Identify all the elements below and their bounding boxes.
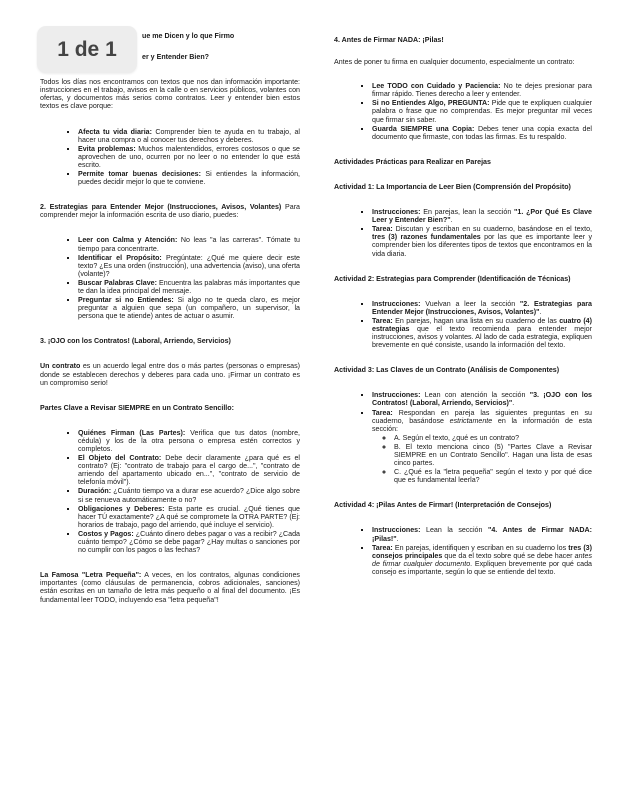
activity-3-heading: Actividad 3: Las Claves de un Contrato (Análisis de Componentes) xyxy=(334,366,560,375)
section-4-intro: Antes de poner tu firma en cualquier documento, especialmente un contrato: xyxy=(334,58,575,67)
right-column xyxy=(334,30,592,577)
activity-1-list xyxy=(334,208,592,258)
list-item: ▪ Buscar Palabras Clave: Encuentra las palabras más importantes que te dan la idea principal del mensaje. xyxy=(78,279,300,295)
list-item: ▪ Instrucciones: Vuelvan a leer la sección "2. Estrategias para Entender Mejor (Instrucciones, Avisos, Volantes)". xyxy=(372,300,592,316)
practice-heading: Actividades Prácticas para Realizar en Parejas xyxy=(334,157,491,166)
question-item: ◦ B. El texto menciona cinco (5) "Partes Clave a Revisar SIEMPRE en un Contrato Sencillo". Hagan una lista de esas cinco partes. xyxy=(394,443,592,467)
list-item: ▪ Quiénes Firman (Las Partes): Verifica que tus datos (nombre, cédula) y los de la otra persona o empresa estén correctos y completos. xyxy=(78,429,300,453)
list-item: ▪ Identificar el Propósito: Pregúntate: ¿Qué me quiere decir este texto? ¿Es una orden (instrucción), una advertencia (aviso), una oferta (volante)? xyxy=(78,254,300,278)
left-column xyxy=(40,30,300,604)
activity-2-heading: Actividad 2: Estrategias para Comprender (Identificación de Técnicas) xyxy=(334,274,571,283)
list-item: ▪ Obligaciones y Deberes: Esta parte es crucial. ¿Qué tienes que hacer TÚ exactamente? ¿A qué se compromete la OTRA PARTE? (Ej: horarios de trabajo, pago del arriendo, qué incluye el servicio). xyxy=(78,505,300,529)
section-2-heading: 2. Estrategias para Entender Mejor (Instrucciones, Avisos, Volantes) Para comprender mejor la información escrita de uso diario, puedes: xyxy=(40,203,300,220)
list-item: ▪ Leer con Calma y Atención: No leas "a las carreras". Tómate tu tiempo para concentrarte. xyxy=(78,236,300,252)
list-item: ▪ Instrucciones: Lean la sección "4. Antes de Firmar NADA: ¡Pilas!". xyxy=(372,526,592,542)
intro-paragraph: Todos los días nos encontramos con textos que nos dan información importante: instrucciones en el trabajo, avisos en la calle o en servicios públicos, volantes con ofertas, y documentos más serios como contratos. Leer y entender bien estos textos es clave porque: xyxy=(40,78,300,111)
list-item: ▪ Permite tomar buenas decisiones: Si entiendes la información, puedes decidir mejor lo que te conviene. xyxy=(78,170,300,186)
list-item: ▪ Tarea: En parejas, hagan una lista en su cuaderno de las cuatro (4) estrategias que el texto recomienda para entender mejor instrucciones, avisos y volantes. Al lado de cada estrategia, expliquen brevemente en qué consiste, usando la información del texto. xyxy=(372,317,592,349)
list-item: ▪ Tarea: Respondan en pareja las siguientes preguntas en su cuaderno, basándose estrictamente en la información de esta sección: ◦ A. Según el texto, ¿qué es un contrato? ◦ B. El texto menciona cinco (5) "Partes Clave a Revisar SIEMPRE en un Contrato Sencillo". Hagan una lista de esas cinco partes. ◦ C. ¿Qué es la "letra pequeña" según el texto y por qué dice que es fundamental leerla? xyxy=(372,409,592,485)
partial-title-1: ue me Dicen y lo que Firmo xyxy=(142,32,235,40)
activity-4-heading: Actividad 4: ¡Pilas Antes de Firmar! (Interpretación de Consejos) xyxy=(334,501,552,510)
list-item: ▪ Instrucciones: En parejas, lean la sección "1. ¿Por Qué Es Clave Leer y Entender Bien?". xyxy=(372,208,592,224)
list-item: ▪ Evita problemas: Muchos malentendidos, errores costosos o que se aprovechen de uno, ocurren por no leer o no entender lo que está escrito. xyxy=(78,145,300,169)
parts-list xyxy=(40,429,300,554)
list-item: ▪ Costos y Pagos: ¿Cuánto dinero debes pagar o vas a recibir? ¿Cada cuánto tiempo? ¿Cómo se debe pagar? ¿Hay multas o sanciones por no cumplir con los pagos o las fechas? xyxy=(78,530,300,554)
reasons-list xyxy=(40,128,300,187)
page-counter-badge: 1 de 1 xyxy=(37,26,137,73)
list-item: ▪ Preguntar si no Entiendes: Si algo no te queda claro, es mejor preguntar a alguien que sepa (un compañero, un supervisor, la persona que te atiende) antes de actuar o asumir. xyxy=(78,296,300,320)
question-item: ◦ C. ¿Qué es la "letra pequeña" según el texto y por qué dice que es fundamental leerla? xyxy=(394,468,592,484)
partial-title-2: er y Entender Bien? xyxy=(142,53,210,62)
activity-2-list xyxy=(334,300,592,350)
list-item: ▪ Lee TODO con Cuidado y Paciencia: No te dejes presionar para firmar rápido. Tienes derecho a leer y entender. xyxy=(372,82,592,98)
activity-3-list xyxy=(334,391,592,484)
fine-print-paragraph: La Famosa "Letra Pequeña": A veces, en los contratos, algunas condiciones importantes (como cláusulas de permanencia, cobros adicionales, sanciones) están escritas en un tamaño de letra más pequeño o al final del documento. ¡Es fundamental leer TODO, incluyendo esa "letra pequeña"! xyxy=(40,571,300,604)
question-item: ◦ A. Según el texto, ¿qué es un contrato? xyxy=(394,434,592,442)
list-item: ▪ Tarea: Discutan y escriban en su cuaderno, basándose en el texto, tres (3) razones fundamentales por las que es importante leer y comprender bien los diferentes tipos de textos que encontramos en la vida diaria. xyxy=(372,225,592,257)
list-item: ▪ Instrucciones: Lean con atención la sección "3. ¡OJO con los Contratos! (Laboral, Arriendo, Servicios)". xyxy=(372,391,592,407)
section-3-heading: 3. ¡OJO con los Contratos! (Laboral, Arriendo, Servicios) xyxy=(40,337,231,346)
activity-1-heading: Actividad 1: La Importancia de Leer Bien (Comprensión del Propósito) xyxy=(334,182,571,191)
section-4-heading: 4. Antes de Firmar NADA: ¡Pilas! xyxy=(334,36,444,44)
tips-list xyxy=(334,82,592,141)
activity-4-list xyxy=(334,526,592,576)
list-item: ▪ El Objeto del Contrato: Debe decir claramente ¿para qué es el contrato? (Ej: "contrato de trabajo para el cargo de...", "contrato de arriendo del apartamento ubicado en...", "contrato de servicio de telefonía móvil"). xyxy=(78,454,300,486)
list-item: ▪ Afecta tu vida diaria: Comprender bien te ayuda en tu trabajo, al hacer una compra o al conocer tus derechos y deberes. xyxy=(78,128,300,144)
questions-list xyxy=(372,434,592,485)
list-item: ▪ Guarda SIEMPRE una Copia: Debes tener una copia exacta del documento que firmaste, con todas las firmas. Es tu respaldo. xyxy=(372,125,592,141)
parts-heading: Partes Clave a Revisar SIEMPRE en un Contrato Sencillo: xyxy=(40,403,234,412)
list-item: ▪ Duración: ¿Cuánto tiempo va a durar ese acuerdo? ¿Dice algo sobre si se renueva automáticamente o no? xyxy=(78,487,300,503)
contract-definition: Un contrato es un acuerdo legal entre dos o más partes (personas o empresas) donde se establecen derechos y deberes para cada uno. ¡Firmar un contrato es un compromiso serio! xyxy=(40,362,300,387)
list-item: ▪ Tarea: En parejas, identifiquen y escriban en su cuaderno los tres (3) consejos principales que da el texto sobre qué se debe hacer antes de firmar cualquier documento. Expliquen brevemente por qué cada consejo es importante, según lo que se entiende del texto. xyxy=(372,544,592,576)
strategies-list xyxy=(40,236,300,320)
list-item: ▪ Si no Entiendes Algo, PREGUNTA: Pide que te expliquen cualquier palabra o frase que no comprendas. Es mejor preguntar mil veces que firmar sin saber. xyxy=(372,99,592,123)
